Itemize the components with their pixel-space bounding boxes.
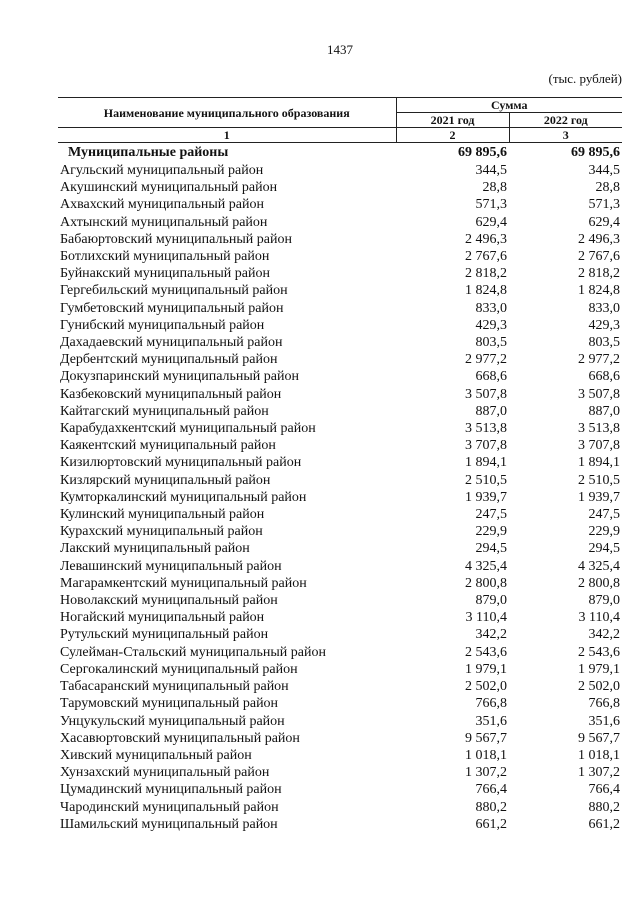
value-2022: 3 110,4 — [578, 610, 621, 626]
district-name: Ботлихский муниципальный район — [60, 249, 270, 265]
district-name: Кайтагский муниципальный район — [60, 403, 269, 419]
value-2021: 342,2 — [475, 627, 507, 643]
value-2021: 880,2 — [475, 799, 507, 815]
value-2021: 3 513,8 — [465, 421, 507, 437]
table-row — [58, 678, 622, 695]
table-row — [58, 248, 622, 265]
value-2021: 1 824,8 — [465, 283, 507, 299]
value-2022: 766,4 — [588, 782, 621, 798]
column-number-2: 2 — [396, 128, 509, 143]
district-name: Гунибский муниципальный район — [60, 317, 265, 333]
value-2021: 661,2 — [475, 816, 507, 832]
table-row — [58, 592, 622, 609]
district-name: Магарамкентский муниципальный район — [60, 575, 307, 591]
district-name: Кумторкалинский муниципальный район — [60, 489, 307, 505]
table-row — [58, 506, 622, 523]
value-2022: 2 977,2 — [578, 352, 621, 368]
district-name: Карабудахкентский муниципальный район — [60, 421, 316, 437]
district-name: Шамильский муниципальный район — [60, 816, 278, 832]
district-name: Чародинский муниципальный район — [60, 799, 279, 815]
table-row — [58, 265, 622, 282]
table-row — [58, 317, 622, 334]
table-row — [58, 437, 622, 454]
value-2021: 2 977,2 — [465, 352, 507, 368]
table-row — [58, 162, 622, 179]
district-name: Хунзахский муниципальный район — [60, 765, 270, 781]
value-2022: 766,8 — [588, 696, 621, 712]
value-2022: 833,0 — [588, 300, 621, 316]
value-2021: 229,9 — [475, 524, 507, 540]
table-row — [58, 575, 622, 592]
table-row — [58, 540, 622, 557]
value-2021: 766,4 — [475, 782, 507, 798]
table-row — [58, 196, 622, 213]
district-name: Сулейман-Стальский муниципальный район — [60, 644, 326, 660]
group-value-2021: 69 895,6 — [458, 145, 507, 160]
value-2021: 2 502,0 — [465, 679, 507, 695]
table-row — [58, 420, 622, 437]
district-name: Хасавюртовский муниципальный район — [60, 730, 300, 746]
value-2021: 2 767,6 — [465, 249, 507, 265]
district-name: Каякентский муниципальный район — [60, 438, 276, 454]
value-2022: 351,6 — [588, 713, 621, 729]
table-row — [58, 816, 622, 833]
value-2022: 342,2 — [588, 627, 621, 643]
district-name: Кизлярский муниципальный район — [60, 472, 271, 488]
value-2021: 429,3 — [475, 317, 507, 333]
value-2022: 229,9 — [588, 524, 621, 540]
value-2022: 1 894,1 — [578, 455, 621, 471]
value-2022: 880,2 — [588, 799, 621, 815]
district-name: Акушинский муниципальный район — [60, 180, 278, 196]
value-2021: 9 567,7 — [465, 730, 507, 746]
district-name: Буйнакский муниципальный район — [60, 266, 270, 282]
district-name: Дахадаевский муниципальный район — [60, 335, 283, 351]
value-2021: 28,8 — [482, 180, 507, 196]
value-2022: 668,6 — [588, 369, 621, 385]
table-row — [58, 626, 622, 643]
value-2022: 2 502,0 — [578, 679, 621, 695]
value-2021: 3 507,8 — [465, 386, 507, 402]
table-row — [58, 454, 622, 471]
value-2021: 247,5 — [475, 507, 507, 523]
group-value-2022: 69 895,6 — [571, 145, 621, 160]
value-2021: 294,5 — [475, 541, 507, 557]
table-row — [58, 368, 622, 385]
group-row — [58, 143, 622, 163]
value-2022: 661,2 — [588, 816, 621, 832]
district-name: Бабаюртовский муниципальный район — [60, 231, 292, 247]
value-2022: 2 800,8 — [578, 575, 621, 591]
table-row — [58, 764, 622, 781]
value-2022: 4 325,4 — [578, 558, 621, 574]
district-name: Тарумовский муниципальный район — [60, 696, 279, 712]
table-row — [58, 713, 622, 730]
value-2022: 879,0 — [588, 593, 621, 609]
column-number-3: 3 — [509, 128, 622, 143]
column-header-2022: 2022 год — [509, 113, 622, 128]
value-2022: 294,5 — [588, 541, 621, 557]
value-2022: 344,5 — [588, 163, 621, 178]
table-row — [58, 403, 622, 420]
district-name: Рутульский муниципальный район — [60, 627, 269, 643]
column-header-sum: Сумма — [396, 98, 622, 113]
value-2021: 2 496,3 — [465, 231, 507, 247]
table-row — [58, 609, 622, 626]
value-2021: 4 325,4 — [465, 558, 507, 574]
value-2022: 3 513,8 — [578, 421, 621, 437]
value-2022: 887,0 — [588, 403, 621, 419]
district-name: Курахский муниципальный район — [60, 524, 263, 540]
district-name: Гергебильский муниципальный район — [60, 283, 288, 299]
table-row — [58, 214, 622, 231]
value-2022: 247,5 — [588, 507, 621, 523]
value-2022: 3 507,8 — [578, 386, 621, 402]
table-row — [58, 661, 622, 678]
value-2022: 28,8 — [595, 180, 621, 196]
district-name: Докузпаринский муниципальный район — [60, 369, 299, 385]
table-row — [58, 644, 622, 661]
district-name: Цумадинский муниципальный район — [60, 782, 282, 798]
table-row — [58, 300, 622, 317]
value-2021: 2 543,6 — [465, 644, 507, 660]
value-2021: 2 510,5 — [465, 472, 507, 488]
district-name: Казбековский муниципальный район — [60, 386, 282, 402]
budget-table — [58, 97, 622, 833]
value-2022: 9 567,7 — [578, 730, 621, 746]
value-2022: 803,5 — [588, 335, 621, 351]
value-2022: 2 818,2 — [578, 266, 621, 282]
district-name: Гумбетовский муниципальный район — [60, 300, 284, 316]
value-2021: 1 307,2 — [465, 765, 507, 781]
value-2021: 2 818,2 — [465, 266, 507, 282]
district-name: Кулинский муниципальный район — [60, 507, 265, 523]
district-name: Агульский муниципальный район — [60, 163, 264, 178]
value-2021: 833,0 — [475, 300, 507, 316]
value-2021: 766,8 — [475, 696, 507, 712]
value-2021: 887,0 — [475, 403, 507, 419]
table-row — [58, 747, 622, 764]
column-header-name: Наименование муниципального образования — [58, 98, 396, 128]
value-2022: 1 939,7 — [578, 489, 621, 505]
value-2021: 803,5 — [475, 335, 507, 351]
district-name: Табасаранский муниципальный район — [60, 679, 289, 695]
table-row — [58, 558, 622, 575]
table-row — [58, 386, 622, 403]
value-2021: 571,3 — [475, 197, 507, 213]
district-name: Ногайский муниципальный район — [60, 610, 265, 626]
district-name: Лакский муниципальный район — [60, 541, 250, 557]
column-number-1: 1 — [58, 128, 396, 143]
table-row — [58, 351, 622, 368]
value-2022: 429,3 — [588, 317, 621, 333]
value-2022: 1 018,1 — [578, 747, 621, 763]
table-row — [58, 523, 622, 540]
table-row — [58, 695, 622, 712]
value-2021: 344,5 — [475, 163, 507, 178]
value-2022: 2 510,5 — [578, 472, 621, 488]
table-row — [58, 334, 622, 351]
table-row — [58, 489, 622, 506]
district-name: Дербентский муниципальный район — [60, 352, 278, 368]
table-header — [58, 98, 622, 143]
district-name: Хивский муниципальный район — [60, 747, 252, 763]
column-header-2021: 2021 год — [396, 113, 509, 128]
district-name: Унцукульский муниципальный район — [60, 713, 285, 729]
table-row — [58, 799, 622, 816]
district-name: Левашинский муниципальный район — [60, 558, 282, 574]
district-name: Кизилюртовский муниципальный район — [60, 455, 302, 471]
value-2021: 1 894,1 — [465, 455, 507, 471]
group-name: Муниципальные районы — [68, 145, 229, 160]
value-2021: 2 800,8 — [465, 575, 507, 591]
value-2022: 1 824,8 — [578, 283, 621, 299]
table-row — [58, 781, 622, 798]
district-name: Сергокалинский муниципальный район — [60, 661, 298, 677]
value-2021: 3 707,8 — [465, 438, 507, 454]
value-2021: 668,6 — [475, 369, 507, 385]
table-row — [58, 282, 622, 299]
value-2022: 629,4 — [588, 214, 621, 230]
district-name: Ахвахский муниципальный район — [60, 197, 264, 213]
value-2022: 2 767,6 — [578, 249, 621, 265]
page-number: 1437 — [327, 42, 353, 57]
value-2021: 1 979,1 — [465, 661, 507, 677]
units-label: (тыс. рублей) — [548, 71, 622, 86]
table-row — [58, 179, 622, 196]
value-2022: 3 707,8 — [578, 438, 621, 454]
value-2021: 3 110,4 — [465, 610, 507, 626]
value-2022: 1 307,2 — [578, 765, 621, 781]
table-row — [58, 472, 622, 489]
value-2021: 879,0 — [475, 593, 507, 609]
value-2021: 1 018,1 — [465, 747, 507, 763]
table-row — [58, 231, 622, 248]
district-name: Новолакский муниципальный район — [60, 593, 278, 609]
value-2022: 2 496,3 — [578, 231, 621, 247]
table-body — [58, 143, 622, 833]
value-2021: 351,6 — [475, 713, 507, 729]
value-2021: 1 939,7 — [465, 489, 507, 505]
value-2022: 2 543,6 — [578, 644, 621, 660]
value-2021: 629,4 — [475, 214, 507, 230]
value-2022: 1 979,1 — [578, 661, 621, 677]
table-row — [58, 730, 622, 747]
district-name: Ахтынский муниципальный район — [60, 214, 268, 230]
value-2022: 571,3 — [588, 197, 621, 213]
